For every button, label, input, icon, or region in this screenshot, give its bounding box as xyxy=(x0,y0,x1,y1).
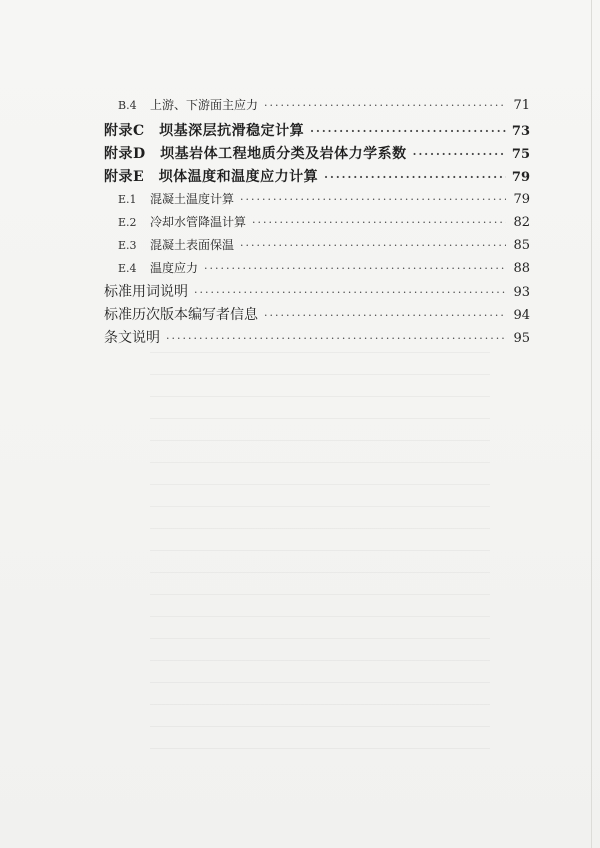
toc-entry-label: 上游、下游面主应力 xyxy=(150,98,259,112)
toc-entry-label: 附录C 坝基深层抗滑稳定计算 xyxy=(104,123,305,139)
toc-entry-page: 85 xyxy=(513,238,530,253)
toc-entry-label: 条文说明 xyxy=(104,330,160,346)
toc-entry-page: 75 xyxy=(511,147,530,162)
toc-entry-page: 88 xyxy=(513,261,530,276)
toc-entry-e4[interactable] xyxy=(104,259,530,276)
toc-entry-clause-explanation[interactable] xyxy=(104,327,530,347)
toc-entry-code: E.1 xyxy=(118,193,137,206)
toc-entry-label: 冷却水管降温计算 xyxy=(150,215,247,229)
toc-entry-label: 温度应力 xyxy=(150,261,199,275)
toc-entry-code: E.4 xyxy=(118,262,137,275)
toc-entry-page: 94 xyxy=(513,308,530,323)
toc-entry-label: 混凝土温度计算 xyxy=(150,192,235,206)
toc-entry-page: 95 xyxy=(513,331,530,346)
toc-entry-appendix-e[interactable] xyxy=(104,166,530,186)
toc-entry-page: 82 xyxy=(513,215,530,230)
toc-entry-e2[interactable] xyxy=(104,213,530,230)
toc-entry-label: 附录E 坝体温度和温度应力计算 xyxy=(104,169,319,185)
toc-entry-code: E.2 xyxy=(118,216,137,229)
dot-leader xyxy=(324,171,506,184)
dot-leader xyxy=(252,216,506,229)
toc-entry-page: 73 xyxy=(511,124,530,139)
toc-entry-b4[interactable] xyxy=(104,96,530,113)
toc-entry-label: 标准历次版本编写者信息 xyxy=(104,307,258,323)
toc-entry-e3[interactable] xyxy=(104,236,530,253)
dot-leader xyxy=(310,125,506,138)
toc-entry-label: 混凝土表面保温 xyxy=(150,238,235,252)
toc-entry-version-authors[interactable] xyxy=(104,304,530,324)
toc-entry-page: 71 xyxy=(513,98,530,113)
toc-entry-code: E.3 xyxy=(118,239,137,252)
dot-leader xyxy=(204,262,506,275)
toc-entry-appendix-c[interactable] xyxy=(104,120,530,140)
dot-leader xyxy=(413,148,506,161)
page-edge xyxy=(591,0,592,848)
show-through-texture xyxy=(150,352,490,752)
toc-entry-label: 附录D 坝基岩体工程地质分类及岩体力学系数 xyxy=(104,146,407,162)
toc-entry-e1[interactable] xyxy=(104,190,530,207)
toc-entry-page: 93 xyxy=(513,285,530,300)
dot-leader xyxy=(166,332,506,345)
toc-entry-label: 标准用词说明 xyxy=(104,284,188,300)
toc-entry-appendix-d[interactable] xyxy=(104,143,530,163)
dot-leader xyxy=(240,239,506,252)
toc-entry-page: 79 xyxy=(511,170,530,185)
toc-entry-page: 79 xyxy=(513,192,530,207)
dot-leader xyxy=(264,309,506,322)
dot-leader xyxy=(264,99,506,112)
toc-entry-code: B.4 xyxy=(118,99,137,112)
dot-leader xyxy=(240,193,506,206)
dot-leader xyxy=(194,286,506,299)
toc-entry-standard-terms[interactable] xyxy=(104,281,530,301)
